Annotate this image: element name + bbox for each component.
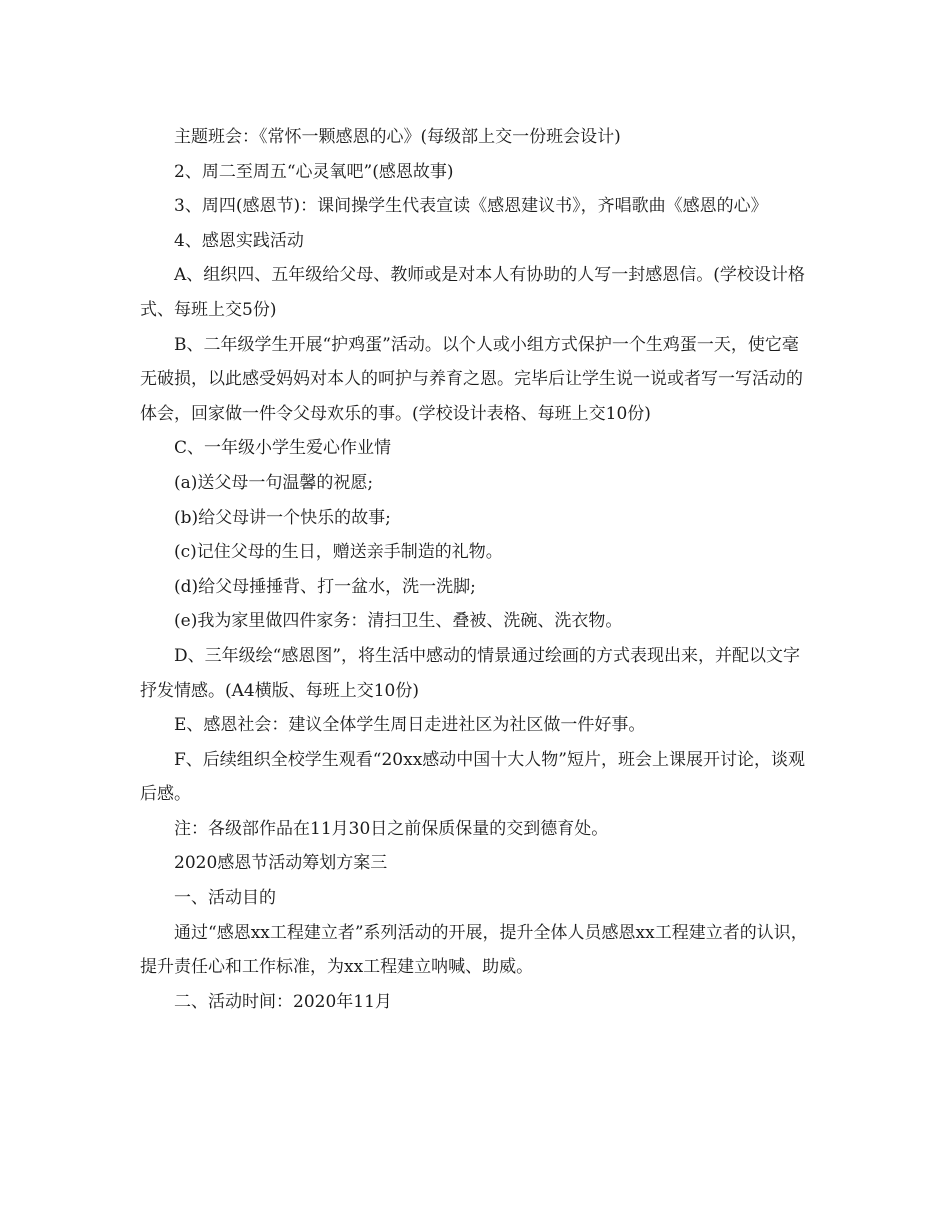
document-body — [140, 120, 812, 1019]
paragraph-subitem-c: (c)记住父母的生日，赠送亲手制造的礼物。 — [174, 542, 503, 563]
paragraph-item-f: F、后续组织全校学生观看“20xx感动中国十大人物”短片，班会上课展开讨论，谈观后感。 — [140, 749, 805, 805]
paragraph-item-e: E、感恩社会：建议全体学生周日走进社区为社区做一件好事。 — [174, 715, 646, 736]
heading-activity-time: 二、活动时间：2020年11月 — [174, 991, 392, 1012]
section-title-plan-three: 2020感恩节活动筹划方案三 — [174, 853, 388, 874]
paragraph-item-b: B、二年级学生开展“护鸡蛋”活动。以个人或小组方式保护一个生鸡蛋一天，使它毫无破损，以此感受妈妈对本人的呵护与养育之恩。完毕后让学生说一说或者写一写活动的体会，回家做一件令父母欢乐的事。(学校设计表格、每班上交10份) — [140, 334, 803, 424]
paragraph-item-c: C、一年级小学生爱心作业情 — [174, 438, 392, 459]
paragraph-item-d: D、三年级绘“感恩图”，将生活中感动的情景通过绘画的方式表现出来，并配以文字抒发情感。(A4横版、每班上交10份) — [140, 645, 801, 701]
paragraph-note: 注：各级部作品在11月30日之前保质保量的交到德育处。 — [174, 818, 609, 839]
paragraph-subitem-b: (b)给父母讲一个快乐的故事; — [174, 507, 391, 528]
paragraph-item-4: 4、感恩实践活动 — [174, 230, 304, 251]
paragraph-item-a: A、组织四、五年级给父母、教师或是对本人有协助的人写一封感恩信。(学校设计格式、每班上交5份) — [140, 265, 805, 320]
paragraph-subitem-a: (a)送父母一句温馨的祝愿; — [174, 472, 374, 493]
paragraph-theme-meeting: 主题班会：《常怀一颗感恩的心》(每级部上交一份班会设计) — [174, 127, 621, 147]
paragraph-subitem-e: (e)我为家里做四件家务：清扫卫生、叠被、洗碗、洗衣物。 — [174, 611, 623, 632]
paragraph-activity-purpose: 通过“感恩xx工程建立者”系列活动的开展，提升全体人员感恩xx工程建立者的认识，提升责任心和工作标准，为xx工程建立呐喊、助威。 — [140, 922, 808, 978]
paragraph-item-2: 2、周二至周五“心灵氧吧”(感恩故事) — [174, 161, 454, 182]
paragraph-subitem-d: (d)给父母捶捶背、打一盆水，洗一洗脚; — [174, 576, 476, 597]
heading-activity-purpose: 一、活动目的 — [174, 888, 276, 909]
paragraph-item-3: 3、周四(感恩节)：课间操学生代表宣读《感恩建议书》，齐唱歌曲《感恩的心》 — [174, 196, 768, 217]
